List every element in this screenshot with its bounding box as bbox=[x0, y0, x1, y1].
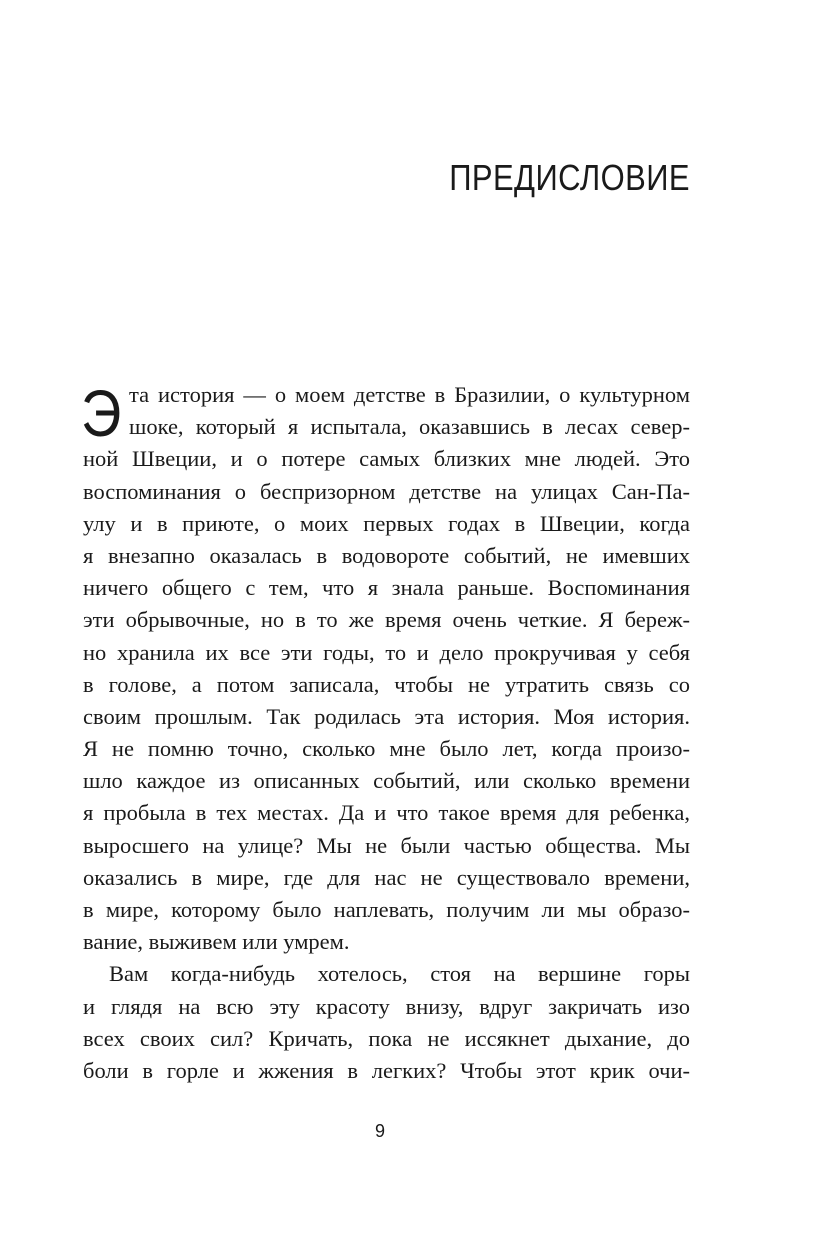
chapter-title: ПРЕДИСЛОВИЕ bbox=[449, 157, 690, 198]
page-number: 9 bbox=[374, 1121, 385, 1141]
text-line: та история — о моем детстве в Бразилии, о культурном bbox=[129, 382, 690, 407]
text-line: всех своих сил? Кричать, пока не иссякнет дыхание, до bbox=[83, 1025, 690, 1051]
drop-cap: Э bbox=[81, 376, 122, 450]
text-line: ной Швеции, и о потере самых близких мне людей. Это bbox=[83, 446, 690, 472]
text-line: но хранила их все эти годы, то и дело прокручивая у себя bbox=[83, 639, 690, 665]
text-line: своим прошлым. Так родилась эта история. Моя история. bbox=[83, 703, 690, 729]
text-line: я пробыла в тех местах. Да и что такое время для ребенка, bbox=[83, 800, 690, 826]
text-line: выросшего на улице? Мы не были частью общества. Мы bbox=[83, 832, 690, 858]
text-line: Я не помню точно, сколько мне было лет, когда произо- bbox=[83, 736, 690, 762]
text-line: и глядя на всю эту красоту внизу, вдруг закричать изо bbox=[83, 993, 690, 1019]
text-line: в голове, а потом записала, чтобы не утратить связь со bbox=[83, 671, 690, 697]
text-line: шоке, который я испытала, оказавшись в лесах север- bbox=[129, 414, 690, 440]
text-line: ничего общего с тем, что я знала раньше. Воспоминания bbox=[83, 575, 690, 601]
text-line: оказались в мире, где для нас не существовало времени, bbox=[83, 864, 690, 890]
paragraph-1 bbox=[81, 376, 690, 958]
text-line: эти обрывочные, но в то же время очень четкие. Я береж- bbox=[83, 607, 690, 633]
text-line: воспоминания о беспризорном детстве на улицах Сан-Па- bbox=[83, 478, 690, 504]
body-text bbox=[81, 376, 690, 1087]
text-line: Вам когда-нибудь хотелось, стоя на вершине горы bbox=[109, 961, 690, 987]
text-line: в мире, которому было наплевать, получим ли мы образо- bbox=[83, 897, 690, 922]
text-line: вание, выживем или умрем. bbox=[83, 929, 350, 955]
text-line: я внезапно оказалась в водовороте событий, не имевших bbox=[83, 542, 690, 568]
text-line: боли в горле и жжения в легких? Чтобы этот крик очи- bbox=[83, 1057, 690, 1083]
text-line: шло каждое из описанных событий, или сколько времени bbox=[83, 768, 690, 794]
text-line: улу и в приюте, о моих первых годах в Швеции, когда bbox=[83, 510, 690, 536]
paragraph-2 bbox=[83, 958, 690, 1087]
